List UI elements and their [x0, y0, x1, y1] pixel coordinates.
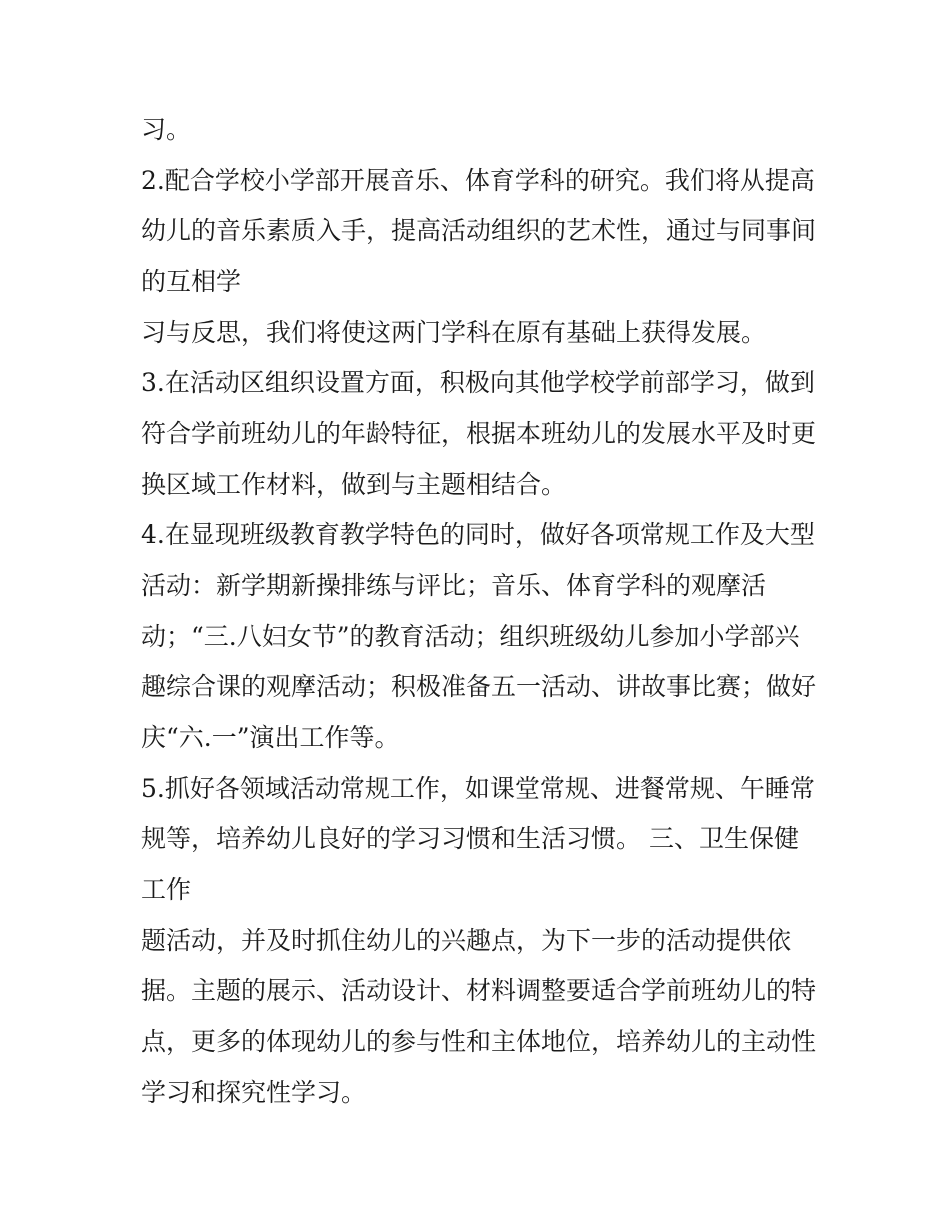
text-line: 幼儿的音乐素质入手，提高活动组织的艺术性，通过与同事间	[141, 216, 817, 245]
text-line: 5.抓好各领域活动常规工作，如课堂常规、进餐常规、午睡常	[141, 774, 815, 803]
text-line: 符合学前班幼儿的年龄特征，根据本班幼儿的发展水平及时更	[141, 419, 817, 448]
text-line: 据。主题的展示、活动设计、材料调整要适合学前班幼儿的特	[141, 976, 817, 1005]
text-line: 点，更多的体现幼儿的参与性和主体地位，培养幼儿的主动性	[141, 1027, 817, 1056]
text-line: 的互相学	[141, 267, 242, 296]
text-line: 4.在显现班级教育教学特色的同时，做好各项常规工作及大型	[141, 520, 815, 549]
text-line: 习与反思，我们将使这两门学科在原有基础上获得发展。	[141, 318, 767, 347]
text-line: 活动：新学期新操排练与评比；音乐、体育学科的观摩活	[141, 571, 767, 600]
text-line: 3.在活动区组织设置方面，积极向其他学校学前部学习，做到	[141, 368, 815, 397]
text-line: 换区域工作材料，做到与主题相结合。	[141, 470, 567, 499]
text-line: 庆“六.一”演出工作等。	[141, 723, 400, 752]
text-line: 学习和探究性学习。	[141, 1078, 367, 1107]
text-line: 2.配合学校小学部开展音乐、体育学科的研究。我们将从提高	[141, 166, 815, 195]
text-line: 工作	[141, 875, 192, 904]
text-line: 题活动，并及时抓住幼儿的兴趣点，为下一步的活动提供依	[141, 926, 792, 955]
text-line: 趣综合课的观摩活动；积极准备五一活动、讲故事比赛；做好	[141, 672, 817, 701]
text-line: 动；“三.八妇女节”的教育活动；组织班级幼儿参加小学部兴	[141, 622, 800, 651]
text-line: 规等，培养幼儿良好的学习习惯和生活习惯。 三、卫生保健	[141, 824, 799, 853]
text-line: 习。	[141, 115, 192, 144]
